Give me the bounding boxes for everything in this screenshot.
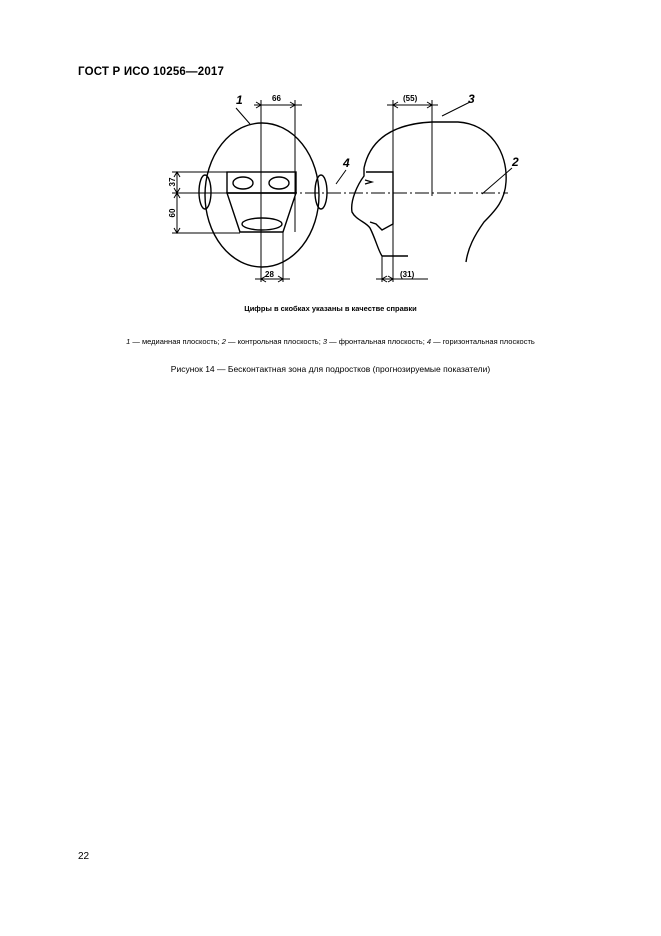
dim-side-bottom: (31) [400, 270, 415, 279]
dim-bottom-width: 28 [265, 270, 274, 279]
label-1: 1 [236, 93, 243, 107]
left-eye [233, 177, 253, 189]
document-header: ГОСТ Р ИСО 10256—2017 [78, 66, 225, 78]
dim-eye-height: 37 [168, 177, 177, 187]
figure-caption: Рисунок 14 — Бесконтактная зона для подростков (прогнозируемые показатели) [170, 364, 491, 374]
figure-legend: 1 — медианная плоскость; 2 — контрольная плоскость; 3 — фронтальная плоскость; 4 — горизонтальная плоскость [126, 337, 535, 346]
front-head-outline [205, 123, 319, 267]
side-face-profile [352, 168, 408, 256]
figure-note: Цифры в скобках указаны в качестве справки [244, 304, 417, 313]
label-4: 4 [343, 156, 350, 170]
side-eye-zone [366, 172, 393, 230]
dim-lower-height: 60 [168, 208, 177, 218]
dim-side-top: (55) [403, 94, 418, 103]
mouth [242, 218, 282, 230]
head-diagram [0, 80, 661, 300]
label-2: 2 [512, 155, 519, 169]
right-eye [269, 177, 289, 189]
dim-width-top: 66 [272, 94, 281, 103]
label-3: 3 [468, 92, 475, 106]
right-ear [315, 175, 327, 209]
page-number: 22 [78, 851, 90, 862]
